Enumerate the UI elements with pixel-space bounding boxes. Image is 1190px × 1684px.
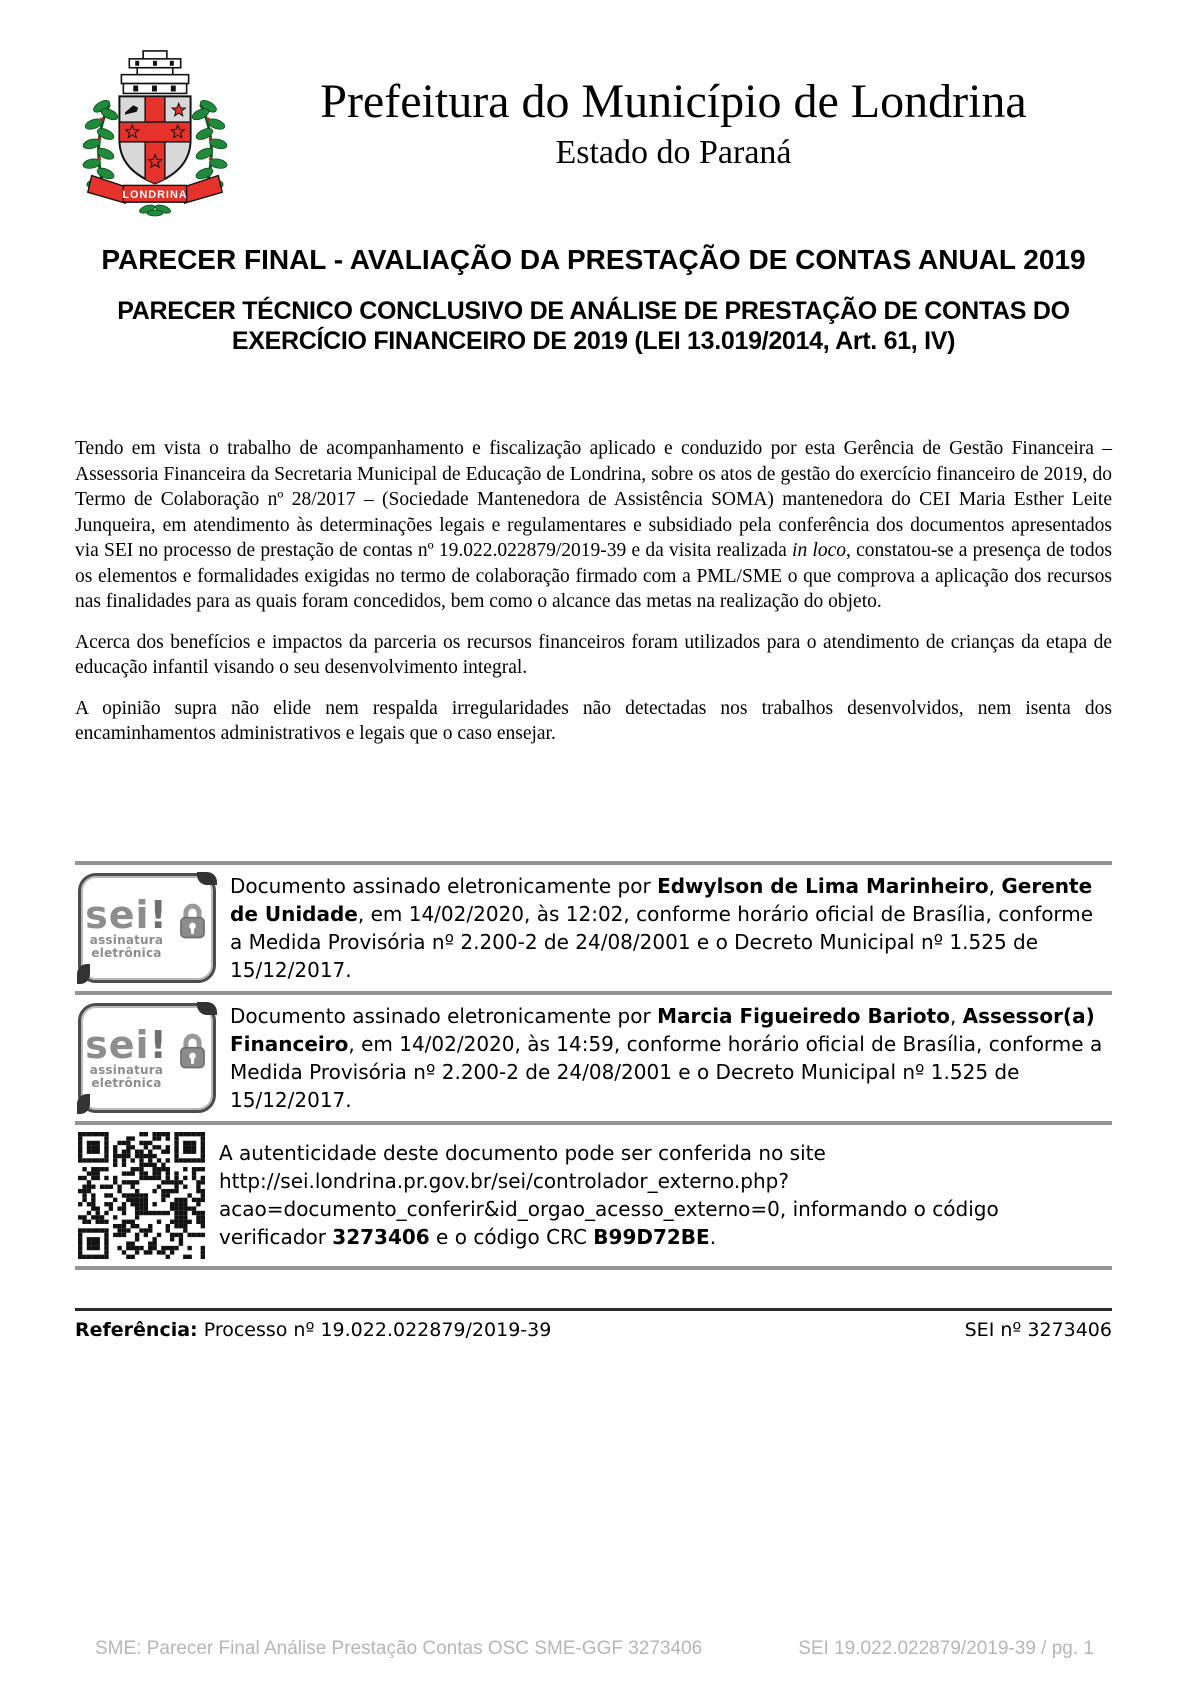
document-header [75, 45, 1112, 218]
body-paragraph-3: A opinião supra não elide nem respalda irregularidades não detectadas nos trabalhos desenvolvidos, nem isenta dos encaminhamentos administrativos e legais que o caso ensejar. [75, 697, 1112, 744]
ribbon-label: LONDRINA [122, 189, 188, 202]
header-text [235, 45, 1112, 218]
signer-role: Assessor(a) Financeiro [230, 1003, 1095, 1056]
verification-url-line1: http://sei.londrina.pr.gov.br/sei/controlador_externo.php? [219, 1169, 789, 1193]
signature-section [75, 861, 1112, 1270]
crc-code: B99D72BE [593, 1225, 710, 1249]
sei-logo: sei! [85, 1022, 168, 1067]
footer-page-label: SEI 19.022.022879/2019-39 / pg. 1 [798, 1638, 1094, 1659]
reference-bar [75, 1308, 1112, 1343]
qr-code-image [78, 1132, 205, 1259]
verifier-code: 3273406 [332, 1225, 430, 1249]
sei-logo: sei! [85, 892, 168, 937]
org-subtitle: Estado do Paraná [555, 134, 792, 171]
badge-corner-tab [197, 1002, 217, 1015]
signature-text-2: Documento assinado eletronicamente por Marcia Figueiredo Barioto, Assessor(a) Financeiro, em 14/02/2020, às 14:59, conforme horário oficial de Brasília, conforme a Medida Provisória nº 2.200-2 de 24/08/2001 e o Decreto Municipal nº 1.525 de 15/12/2017. [230, 1003, 1103, 1112]
body-paragraph-2: Acerca dos benefícios e impactos da parceria os recursos financeiros foram utilizados para o atendimento de crianças da etapa de educação infantil visando o seu desenvolvimento integral. [75, 631, 1112, 678]
verification-row [75, 1121, 1112, 1266]
page-footer [95, 1638, 1094, 1660]
sei-signature-badge: sei! assinatura eletrônica [78, 873, 216, 983]
verification-text: A autenticidade deste documento pode ser conferida no site http://sei.londrina.pr.gov.br/sei/controlador_externo.php? acao=documento_conferir&id_orgao_acesso_externo=0, informando o código verificador 3273406 e o código CRC B99D72BE. [219, 1139, 1108, 1251]
document-subtitle-line1: PARECER TÉCNICO CONCLUSIVO DE ANÁLISE DE PRESTAÇÃO DE CONTAS DO [117, 297, 1070, 325]
signature-text-1: Documento assinado eletronicamente por Edwylson de Lima Marinheiro, Gerente de Unidade, em 14/02/2020, às 12:02, conforme horário oficial de Brasília, conforme a Medida Provisória nº 2.200-2 de 24/08/2001 e o Decreto Municipal nº 1.525 de 15/12/2017. [230, 873, 1094, 982]
reference-sei-number: SEI nº 3273406 [964, 1318, 1112, 1341]
signer-name: Marcia Figueiredo Barioto [657, 1003, 950, 1028]
document-body [75, 436, 1112, 747]
signer-role: Gerente de Unidade [230, 873, 1093, 926]
org-name: Prefeitura do Município de Londrina [320, 75, 1027, 128]
footer-document-label: SME: Parecer Final Análise Prestação Contas OSC SME-GGF 3273406 [95, 1638, 703, 1659]
sei-signature-badge: sei! assinatura eletrônica [78, 1003, 216, 1113]
signature-row-2 [75, 991, 1112, 1121]
document-title: PARECER FINAL - AVALIAÇÃO DA PRESTAÇÃO DE CONTAS ANUAL 2019 [101, 244, 1086, 275]
padlock-icon [176, 901, 209, 941]
londrina-coat-of-arms [75, 45, 235, 218]
body-paragraph-1: Tendo em vista o trabalho de acompanhamento e fiscalização aplicado e conduzido por esta Gerência de Gestão Financeira – Assessoria Financeira da Secretaria Municipal de Educação de Londrina, sobre os atos de gestão do exercício financeiro de 2019, do Termo de Colaboração nº 28/2017 – (Sociedade Mantenedora de Assistência SOMA) mantenedora do CEI Maria Esther Leite Junqueira, em atendimento às determinações legais e regulamentares e subsidiado pela conferência dos documentos apresentados via SEI no processo de prestação de contas nº 19.022.022879/2019-39 e da visita realizada in loco, constatou-se a presença de todos os elementos e formalidades exigidas no termo de colaboração firmado com a PML/SME o que comprova a aplicação dos recursos nas finalidades para as quais foram concedidos, bem como o alcance das metas na realização do objeto. [75, 438, 1112, 612]
padlock-icon [176, 1031, 209, 1071]
document-subtitle [75, 296, 1112, 356]
document-subtitle-line2: EXERCÍCIO FINANCEIRO DE 2019 (LEI 13.019/2014, Art. 61, IV) [231, 327, 956, 355]
signature-row-1 [75, 865, 1112, 991]
verification-url-line2: acao=documento_conferir&id_orgao_acesso_externo=0, informando o código [219, 1197, 999, 1221]
signer-name: Edwylson de Lima Marinheiro [657, 873, 989, 898]
qr-code [78, 1132, 205, 1259]
badge-corner-tab [197, 872, 217, 885]
badge-corner-tab [77, 964, 90, 984]
base-sprig [139, 203, 172, 216]
reference-process: Referência: Processo nº 19.022.022879/2019-39 [75, 1318, 552, 1341]
latin-term: in loco [792, 540, 847, 561]
badge-corner-tab [77, 1094, 90, 1114]
